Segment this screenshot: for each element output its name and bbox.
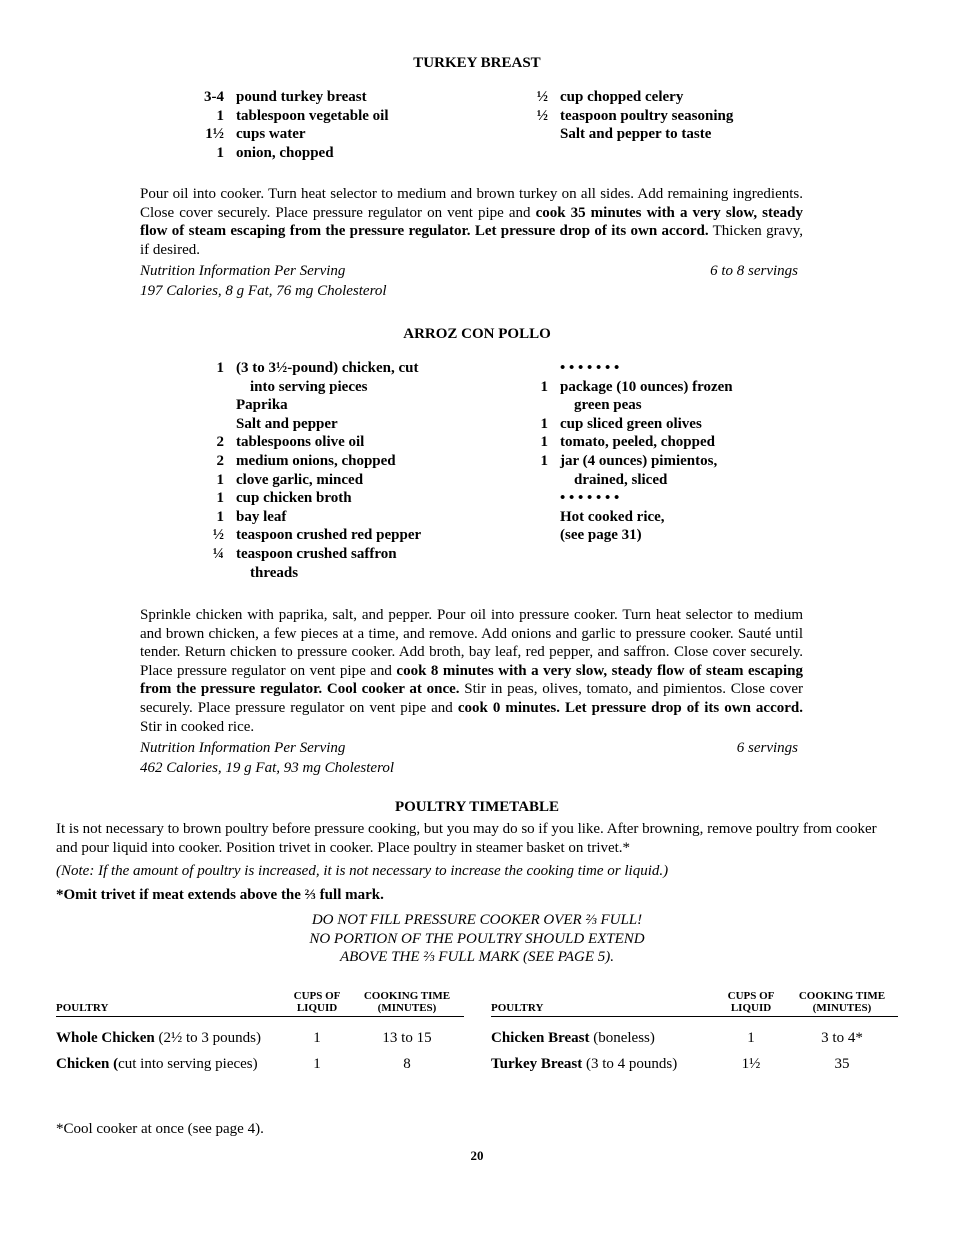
ingredient-row	[200, 471, 500, 490]
ingredient-row	[200, 125, 500, 144]
nutrition-label: Nutrition Information Per Serving	[140, 263, 346, 279]
turkey-nutrition	[140, 262, 798, 301]
ingredient-row	[200, 508, 500, 527]
poultry-name: Turkey Breast	[491, 1055, 583, 1072]
table-spacer	[491, 1017, 898, 1026]
ingredient-text: • • • • • • •	[560, 360, 620, 376]
ingredient-quantity: ½	[536, 89, 548, 105]
timetable-footnote: *Cool cooker at once (see page 4).	[56, 1121, 264, 1137]
ingredient-quantity: 2	[216, 452, 224, 469]
ingredient-quantity: 1	[540, 452, 548, 469]
nutrition-values: 197 Calories, 8 g Fat, 76 mg Cholesterol	[140, 282, 387, 299]
ingredient-text: Salt and pepper	[236, 415, 338, 432]
cups-liquid-cell: 1½	[741, 1055, 761, 1072]
header-cups-line: LIQUID	[296, 1002, 338, 1014]
ingredient-quantity: 1½	[205, 126, 224, 143]
poultry-cell	[491, 1025, 716, 1051]
turkey-ingredients-right	[524, 88, 824, 144]
ingredient-row	[524, 452, 824, 471]
ingredient-text: (3 to 3½-pound) chicken, cut	[236, 360, 419, 376]
timetable-left	[56, 990, 464, 1077]
table-row	[56, 1025, 464, 1051]
ingredient-quantity: ½	[212, 527, 224, 544]
header-time-line: COOKING TIME	[798, 990, 886, 1002]
poultry-detail: (3 to 4 pounds)	[582, 1055, 678, 1072]
cooking-time-cell: 8	[403, 1055, 411, 1072]
header-cups-line: CUPS OF	[293, 990, 341, 1002]
ingredient-text: threads	[250, 564, 299, 581]
ingredient-text: clove garlic, minced	[236, 471, 364, 488]
trivet-note: *Omit trivet if meat extends above the ⅔ full mark.	[56, 887, 384, 903]
arroz-nutrition	[140, 739, 798, 778]
ingredient-row	[200, 433, 500, 452]
page-number: 20	[470, 1148, 484, 1163]
directions-text: Sprinkle chicken with paprika, salt, and pepper. Pour oil into pressure cooker. Turn heat selector to medium and brown chicken, a few pieces at a time, and remove. Add onions and garlic to pressure cooker. Sauté until tender. Return chicken to pressure cooker. Add broth, bay leaf, red pepper, and saffron. Close cover securely. Place pressure regulator on vent pipe and	[140, 607, 803, 679]
table-row	[491, 1025, 898, 1051]
ingredient-text: medium onions, chopped	[236, 452, 396, 469]
ingredient-row	[524, 471, 824, 490]
ingredient-text: drained, sliced	[574, 471, 668, 488]
ingredient-text: tomato, peeled, chopped	[560, 434, 715, 451]
directions-bold-text: cook 35 minutes with a very slow, steady flow of steam escaping from the pressure regulator. Let pressure drop of its own accord.	[140, 204, 803, 240]
ingredient-row	[524, 526, 824, 545]
timetable-intro: It is not necessary to brown poultry before pressure cooking, but you may do so if you like. After browning, remove poultry from cooker and pour liquid into cooker. Position trivet in cooker. Place poultry in steamer basket on trivet.*	[56, 821, 877, 856]
ingredient-row	[200, 452, 500, 471]
poultry-detail: (boneless)	[589, 1029, 655, 1046]
directions-text: Stir in cooked rice.	[140, 718, 255, 735]
ingredient-text: teaspoon crushed saffron	[236, 545, 397, 562]
poultry-name: Chicken Breast	[491, 1029, 590, 1046]
turkey-directions	[140, 185, 803, 259]
ingredient-row	[200, 415, 500, 434]
cups-liquid-cell: 1	[313, 1055, 321, 1072]
cups-liquid-cell: 1	[747, 1029, 755, 1046]
ingredient-quantity: 1	[216, 107, 224, 124]
ingredient-text: teaspoon crushed red pepper	[236, 527, 422, 544]
ingredient-quantity: ½	[536, 107, 548, 124]
ingredient-row	[524, 433, 824, 452]
cups-liquid-cell: 1	[313, 1029, 321, 1046]
section-title-poultry-timetable: POULTRY TIMETABLE	[394, 799, 560, 815]
ingredient-row	[200, 359, 500, 378]
header-poultry: POULTRY	[491, 990, 716, 1017]
ingredient-text: cups water	[236, 126, 306, 143]
poultry-name: Chicken (	[56, 1055, 119, 1072]
directions-text: Stir in peas, olives, tomato, and pimientos. Close cover securely. Place pressure regulator on vent pipe and	[140, 681, 803, 716]
ingredient-quantity: 1	[216, 360, 224, 376]
ingredient-row	[200, 526, 500, 545]
ingredient-quantity: 2	[216, 434, 224, 451]
servings-count: 6 to 8 servings	[710, 263, 798, 279]
header-cups-line: CUPS OF	[727, 990, 775, 1002]
header-cups	[716, 990, 786, 1017]
ingredient-row	[200, 396, 500, 415]
ingredient-text: green peas	[574, 397, 642, 414]
ingredient-row	[524, 88, 824, 107]
header-time	[350, 990, 464, 1017]
fill-warning-line-3: ABOVE THE ⅔ FULL MARK (SEE PAGE 5).	[339, 949, 614, 965]
ingredient-text: jar (4 ounces) pimientos,	[560, 452, 718, 469]
ingredient-text: cup sliced green olives	[560, 415, 702, 432]
poultry-name: Whole Chicken	[56, 1029, 155, 1046]
ingredient-row	[524, 107, 824, 126]
header-cups	[284, 990, 350, 1017]
arroz-ingredients-right	[524, 359, 824, 545]
arroz-directions	[140, 606, 803, 736]
cooking-time-cell: 13 to 15	[382, 1029, 432, 1046]
poultry-detail: cut into serving pieces)	[118, 1055, 258, 1072]
ingredient-text: Hot cooked rice,	[560, 508, 665, 525]
ingredient-quantity: 3-4	[204, 89, 224, 105]
poultry-cell	[56, 1025, 284, 1051]
recipe-title-arroz-con-pollo: ARROZ CON POLLO	[403, 326, 551, 342]
ingredient-row	[200, 144, 500, 163]
ingredient-quantity: 1	[216, 490, 224, 507]
ingredient-row	[524, 125, 824, 144]
ingredient-text: tablespoons olive oil	[236, 434, 365, 451]
directions-text: Thicken gravy, if desired.	[140, 223, 803, 258]
ingredient-quantity: ¼	[212, 545, 224, 562]
ingredient-quantity: 1	[216, 471, 224, 488]
header-time	[786, 990, 898, 1017]
ingredient-text: bay leaf	[236, 508, 287, 525]
nutrition-label: Nutrition Information Per Serving	[140, 740, 346, 756]
ingredient-row	[200, 378, 500, 397]
arroz-ingredients-left	[200, 359, 500, 582]
ingredient-text: into serving pieces	[250, 378, 368, 395]
ingredient-text: (see page 31)	[560, 527, 642, 544]
ingredient-text: • • • • • • •	[560, 490, 620, 507]
cooking-time-cell: 3 to 4*	[821, 1029, 863, 1046]
ingredient-quantity: 1	[540, 378, 548, 395]
ingredient-row	[524, 378, 824, 397]
ingredient-row	[524, 508, 824, 527]
poultry-cell	[491, 1051, 716, 1077]
ingredient-quantity: 1	[540, 434, 548, 451]
ingredient-row	[200, 489, 500, 508]
poultry-cell	[56, 1051, 284, 1077]
ingredient-text: cup chicken broth	[236, 490, 352, 507]
ingredient-text: package (10 ounces) frozen	[560, 378, 733, 395]
servings-count: 6 servings	[736, 740, 798, 756]
ingredient-row	[524, 359, 824, 378]
timetable-note: (Note: If the amount of poultry is increased, it is not necessary to increase the cooking time or liquid.)	[56, 863, 669, 879]
header-cups-line: LIQUID	[730, 1002, 772, 1014]
ingredient-quantity: 1	[216, 508, 224, 525]
table-row	[491, 1051, 898, 1077]
ingredient-text: tablespoon vegetable oil	[236, 107, 389, 124]
table-spacer	[56, 1017, 464, 1026]
recipe-title-turkey-breast: TURKEY BREAST	[413, 55, 541, 71]
cooking-time-cell: 35	[834, 1055, 850, 1072]
directions-bold-text: cook 8 minutes with a very slow, steady flow of steam escaping from the pressure regulator. Cool cooker at once.	[140, 662, 803, 698]
ingredient-text: teaspoon poultry seasoning	[560, 107, 734, 124]
ingredient-row	[524, 415, 824, 434]
ingredient-text: Paprika	[236, 397, 288, 414]
ingredient-quantity: 1	[540, 415, 548, 432]
poultry-detail: (2½ to 3 pounds)	[154, 1029, 262, 1046]
header-time-line: COOKING TIME	[363, 990, 451, 1002]
nutrition-values: 462 Calories, 19 g Fat, 93 mg Cholesterol	[140, 759, 395, 776]
ingredient-row	[200, 564, 500, 583]
ingredient-row	[524, 396, 824, 415]
ingredient-text: Salt and pepper to taste	[560, 126, 712, 143]
header-time-line: (MINUTES)	[812, 1002, 872, 1014]
ingredient-quantity: 1	[216, 144, 224, 161]
ingredient-text: cup chopped celery	[560, 89, 684, 105]
ingredient-row	[200, 107, 500, 126]
header-time-line: (MINUTES)	[377, 1002, 437, 1014]
timetable-right	[491, 990, 898, 1077]
ingredient-row	[200, 545, 500, 564]
ingredient-text: onion, chopped	[236, 144, 334, 161]
fill-warning-line-2: NO PORTION OF THE POULTRY SHOULD EXTEND	[309, 931, 645, 947]
directions-bold-text: cook 0 minutes. Let pressure drop of its own accord.	[457, 699, 804, 716]
turkey-ingredients-left	[200, 88, 500, 162]
ingredient-text: pound turkey breast	[236, 89, 367, 105]
fill-warning-line-1: DO NOT FILL PRESSURE COOKER OVER ⅔ FULL!	[311, 912, 643, 928]
table-row	[56, 1051, 464, 1077]
directions-text: Pour oil into cooker. Turn heat selector to medium and brown turkey on all sides. Add remaining ingredients. Close cover securely. Place pressure regulator on vent pipe and	[140, 186, 803, 221]
ingredient-row	[200, 88, 500, 107]
header-poultry: POULTRY	[56, 990, 284, 1017]
ingredient-row	[524, 489, 824, 508]
